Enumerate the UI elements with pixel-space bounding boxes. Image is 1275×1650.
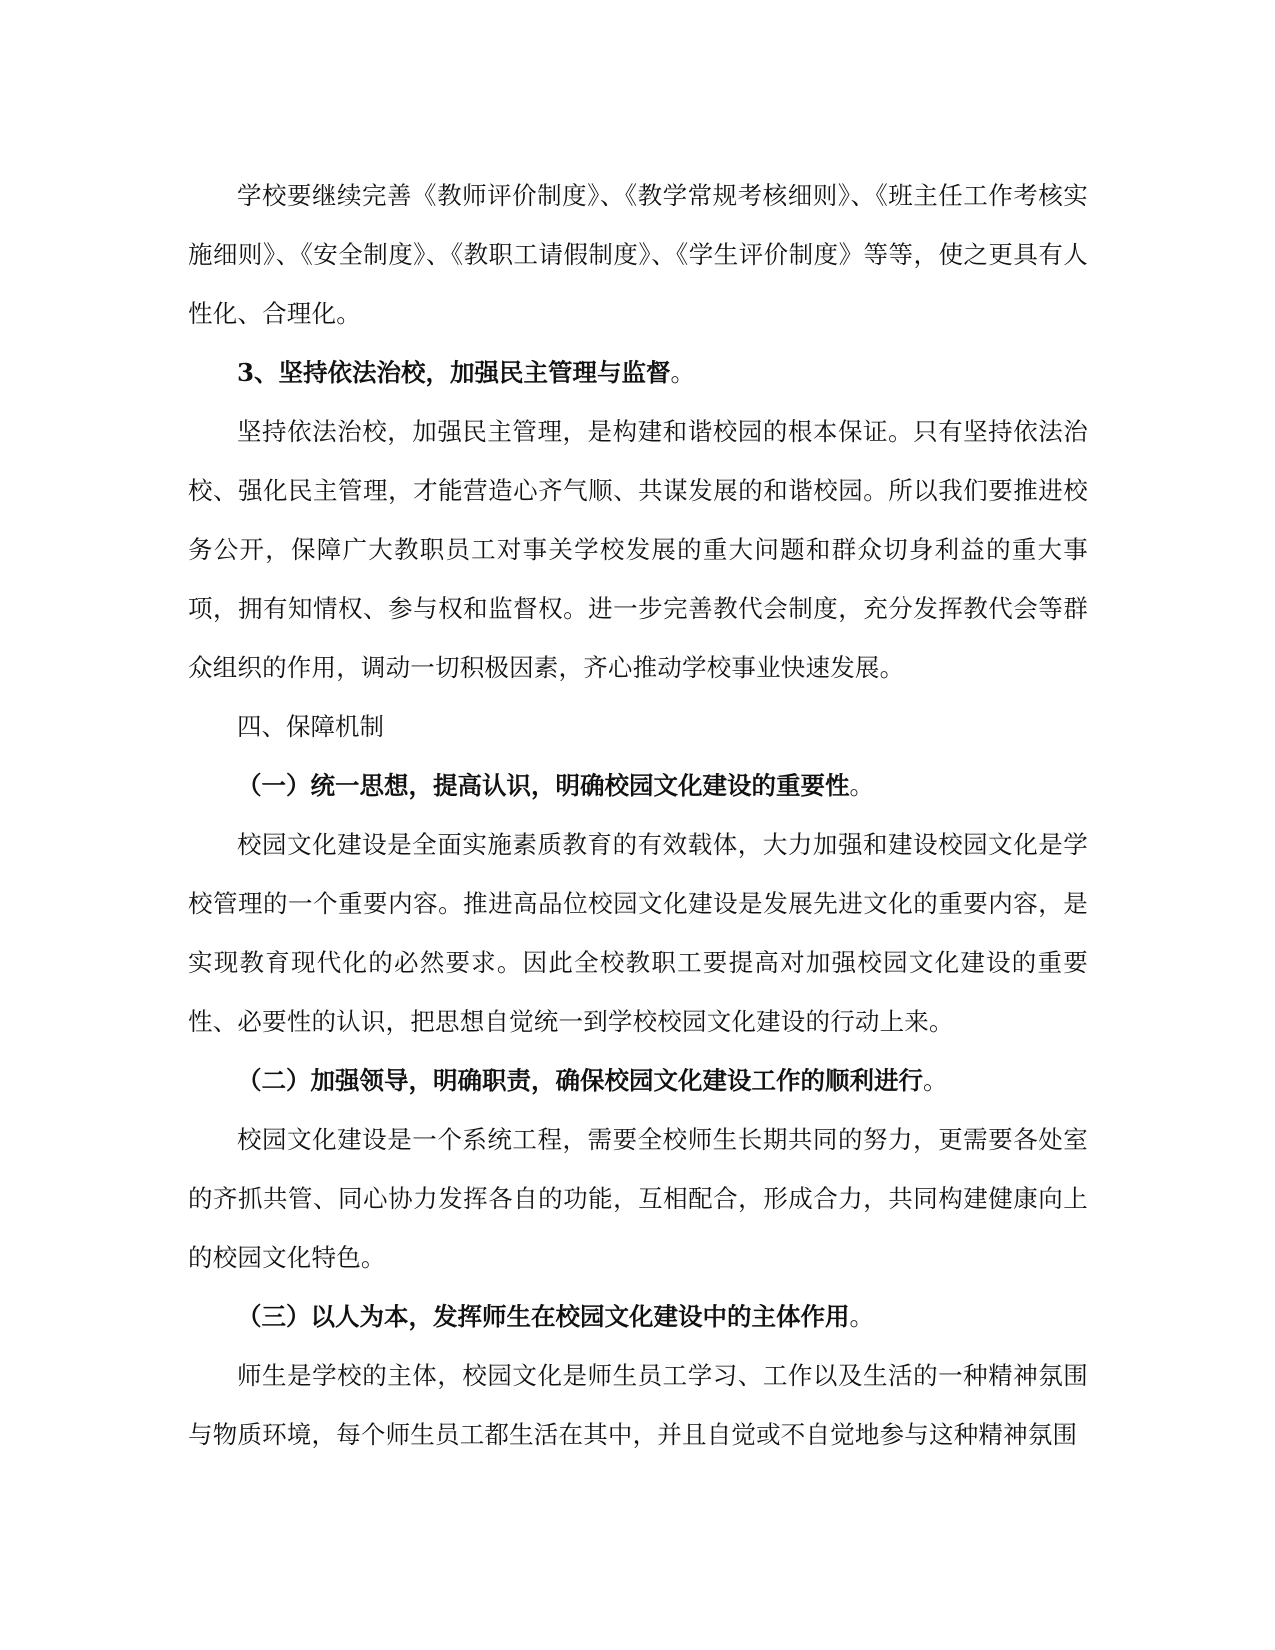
- paragraph-democratic-management: 坚持依法治校，加强民主管理，是构建和谐校园的根本保证。只有坚持依法治校、强化民主管理，才能营造心齐气顺、共谋发展的和谐校园。所以我们要推进校务公开，保障广大教职员工对事关学校发展的重大问题和群众切身利益的重大事项，拥有知情权、参与权和监督权。进一步完善教代会制度，充分发挥教代会等群众组织的作用，调动一切积极因素，齐心推动学校事业快速发展。: [188, 417, 1088, 682]
- paragraph-culture-importance: 校园文化建设是全面实施素质教育的有效载体，大力加强和建设校园文化是学校管理的一个重要内容。推进高品位校园文化建设是发展先进文化的重要内容，是实现教育现代化的必然要求。因此全校教职工要提高对加强校园文化建设的重要性、必要性的认识，把思想自觉统一到学校校园文化建设的行动上来。: [188, 830, 1088, 1036]
- heading-leadership-tail: 。: [923, 1066, 948, 1095]
- heading-people-oriented-tail: 。: [849, 1302, 874, 1331]
- heading-rule-of-law: [188, 343, 1088, 402]
- heading-unify-thinking: [188, 756, 1088, 815]
- heading-unify-thinking-text: （一）统一思想，提高认识，明确校园文化建设的重要性: [237, 771, 850, 800]
- paragraph-evaluation-systems: 学校要继续完善《教师评价制度》、《教学常规考核细则》、《班主任工作考核实施细则》、《安全制度》、《教职工请假制度》、《学生评价制度》等等，使之更具有人性化、合理化。: [188, 181, 1088, 328]
- heading-leadership-text: （二）加强领导，明确职责，确保校园文化建设工作的顺利进行: [237, 1066, 923, 1095]
- paragraph-system-engineering: 校园文化建设是一个系统工程，需要全校师生长期共同的努力，更需要各处室的齐抓共管、同心协力发挥各自的功能，互相配合，形成合力，共同构建健康向上的校园文化特色。: [188, 1125, 1088, 1272]
- heading-people-oriented: [188, 1287, 1088, 1346]
- section-title-safeguards: 四、保障机制: [237, 712, 384, 741]
- heading-rule-of-law-tail: 。: [670, 358, 696, 387]
- heading-people-oriented-text: （三）以人为本，发挥师生在校园文化建设中的主体作用: [237, 1302, 850, 1331]
- heading-leadership: [188, 1051, 1088, 1110]
- document-body: [188, 166, 1088, 1464]
- paragraph-teachers-students: 师生是学校的主体，校园文化是师生员工学习、工作以及生活的一种精神氛围与物质环境，每个师生员工都生活在其中，并且自觉或不自觉地参与这种精神氛围: [188, 1361, 1088, 1449]
- heading-rule-of-law-text: 3、坚持依法治校，加强民主管理与监督: [237, 358, 671, 387]
- heading-unify-thinking-tail: 。: [849, 771, 874, 800]
